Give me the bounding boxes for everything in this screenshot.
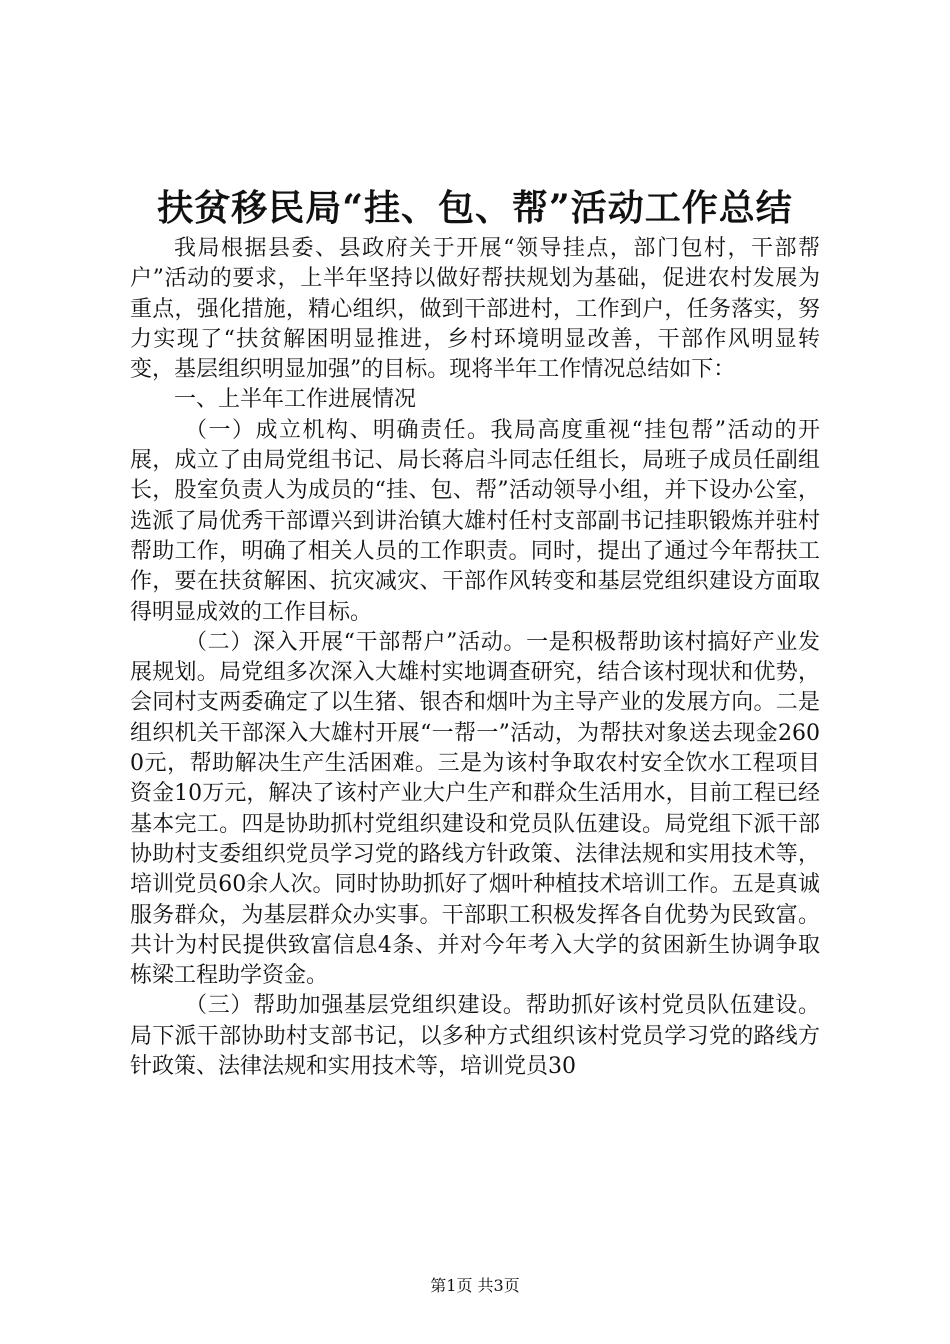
page-number-footer: 第1页 共3页 xyxy=(430,1276,520,1295)
intro-paragraph: 我局根据县委、县政府关于开展“领导挂点，部门包村，干部帮户”活动的要求，上半年坚持以做好帮扶规划为基础，促进农村发展为重点，强化措施，精心组织，做到干部进村，工作到户，任务落实，努力实现了“扶贫解困明显推进，乡村环境明显改善，干部作风明显转变，基层组织明显加强”的目标。现将半年工作情况总结如下： xyxy=(130,236,820,383)
subsection-paragraph-2: （二）深入开展“干部帮户”活动。一是积极帮助该村搞好产业发展规划。局党组多次深入大雄村实地调查研究，结合该村现状和优势，会同村支两委确定了以生猪、银杏和烟叶为主导产业的发展方向。二是组织机关干部深入大雄村开展“一帮一”活动，为帮扶对象送去现金2600元，帮助解决生产生活困难。三是为该村争取农村安全饮水工程项目资金10万元，解决了该村产业大户生产和群众生活用水，目前工程已经基本完工。四是协助抓村党组织建设和党员队伍建设。局党组下派干部协助村支委组织党员学习党的路线方针政策、法律法规和实用技术等，培训党员60余人次。同时协助抓好了烟叶种植技术培训工作。五是真诚服务群众，为基层群众办实事。干部职工积极发挥各自优势为民致富。共计为村民提供致富信息4条、并对今年考入大学的贫困新生协调争取栋梁工程助学资金。 xyxy=(130,629,820,989)
document-body xyxy=(130,234,820,1082)
section-heading: 一、上半年工作进展情况 xyxy=(174,387,417,413)
subsection-paragraph-3: （三）帮助加强基层党组织建设。帮助抓好该村党员队伍建设。局下派干部协助村支部书记，以多种方式组织该村党员学习党的路线方针政策、法律法规和实用技术等，培训党员30 xyxy=(130,993,820,1080)
subsection-paragraph-1: （一）成立机构、明确责任。我局高度重视“挂包帮”活动的开展，成立了由局党组书记、局长蒋启斗同志任组长，局班子成员任副组长，股室负责人为成员的“挂、包、帮”活动领导小组，并下设办公室，选派了局优秀干部谭兴到讲治镇大雄村任村支部副书记挂职锻炼并驻村帮助工作，明确了相关人员的工作职责。同时，提出了通过今年帮扶工作，要在扶贫解困、抗灾减灾、干部作风转变和基层党组织建设方面取得明显成效的工作目标。 xyxy=(130,417,820,625)
document-title: 扶贫移民局“挂、包、帮”活动工作总结 xyxy=(157,187,793,229)
